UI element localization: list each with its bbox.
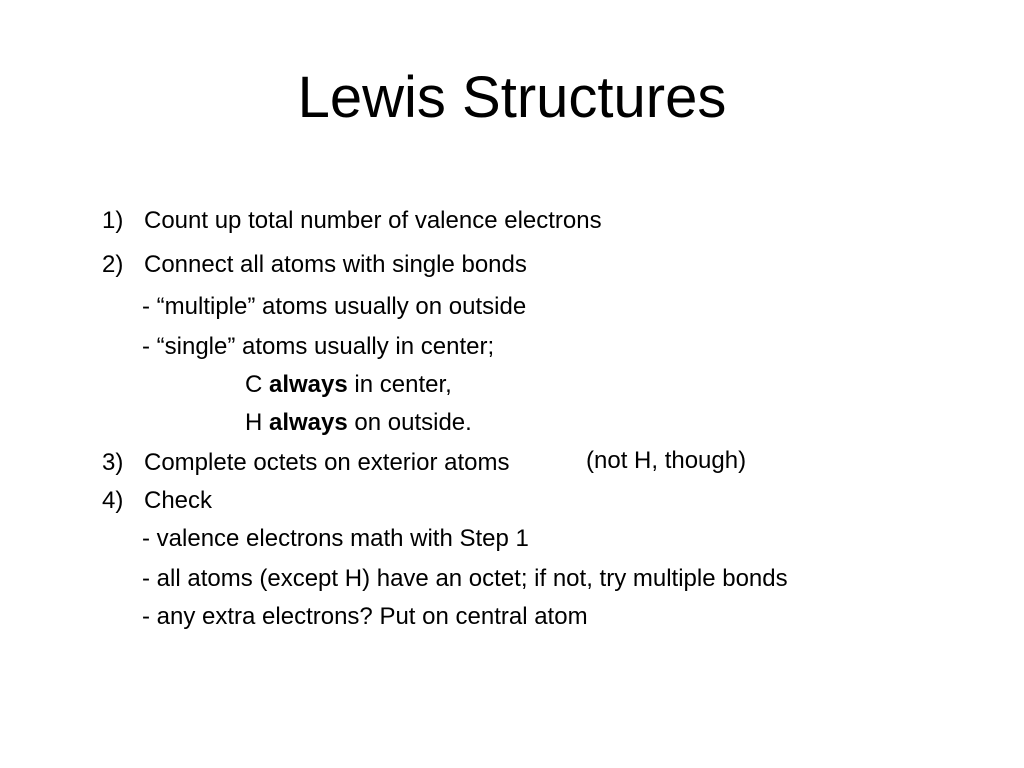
step-4 (102, 486, 212, 516)
carbon-emphasis: always (269, 371, 348, 398)
step-1-text: Count up total number of valence electrons (144, 207, 602, 234)
step-3-number: 3) (102, 449, 124, 476)
step-2-sub-multiple: - “multiple” atoms usually on outside (142, 293, 527, 320)
hydrogen-emphasis: always (269, 409, 348, 436)
carbon-suffix: in center, (347, 371, 452, 398)
step-3 (102, 448, 510, 478)
step-3-note: (not H, though) (586, 447, 747, 474)
hydrogen-prefix: H (245, 409, 269, 436)
carbon-prefix: C (245, 371, 269, 398)
hydrogen-suffix: on outside. (347, 409, 472, 436)
step-4-sub-math: - valence electrons math with Step 1 (142, 525, 529, 552)
step-2-sub-single: - “single” atoms usually in center; (142, 333, 495, 360)
step-2-hydrogen-note (245, 408, 472, 438)
step-2-number: 2) (102, 251, 124, 278)
step-4-text: Check (144, 487, 213, 514)
slide-title: Lewis Structures (297, 65, 727, 130)
step-2-carbon-note (245, 370, 452, 400)
step-4-sub-extra: - any extra electrons? Put on central atom (142, 603, 588, 630)
step-2-text: Connect all atoms with single bonds (144, 251, 527, 278)
step-1 (102, 206, 602, 236)
step-3-text: Complete octets on exterior atoms (144, 449, 510, 476)
step-4-number: 4) (102, 487, 124, 514)
step-1-number: 1) (102, 207, 124, 234)
step-2 (102, 250, 527, 280)
step-4-sub-octet: - all atoms (except H) have an octet; if not, try multiple bonds (142, 565, 788, 592)
